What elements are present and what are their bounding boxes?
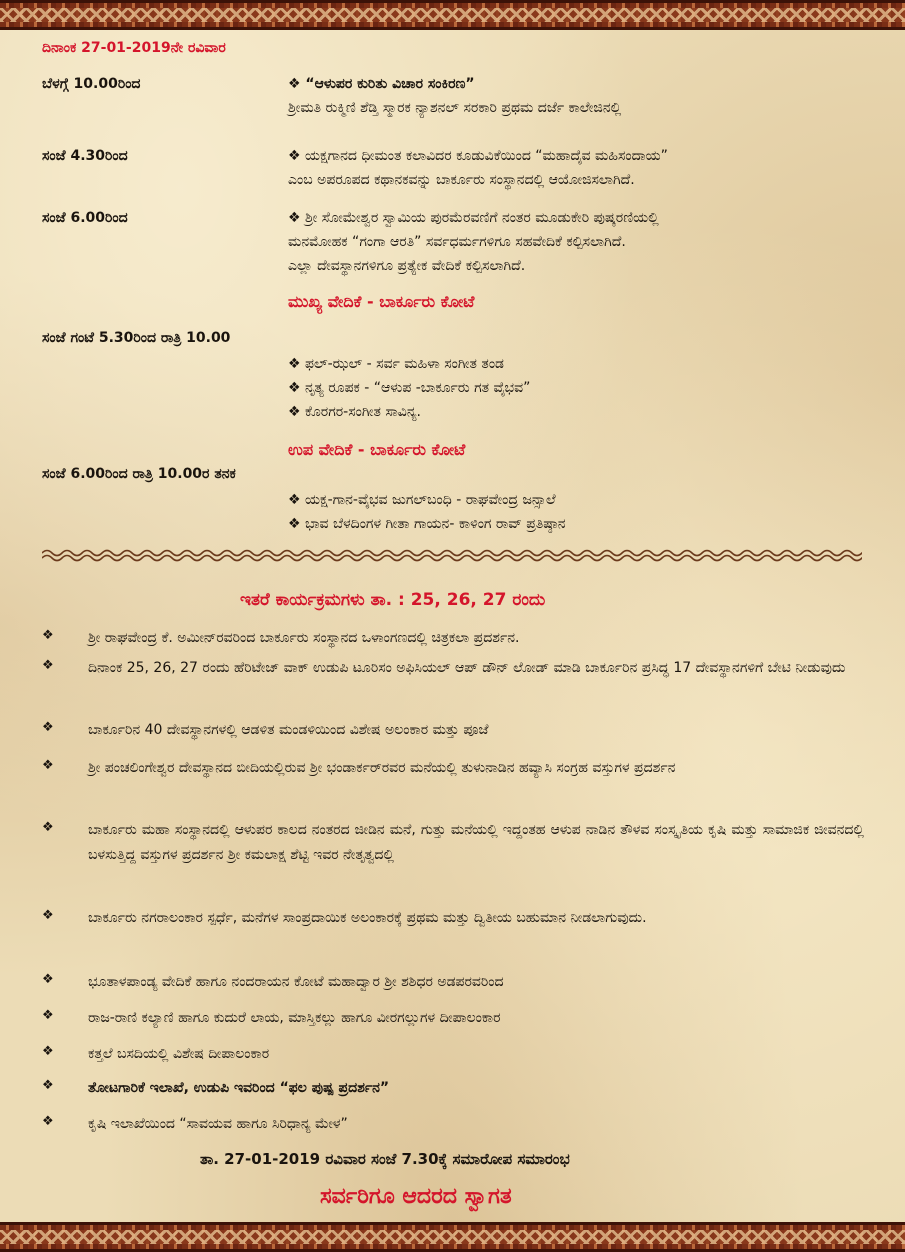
list-item-text: ಕತ್ತಲೆ ಬಸದಿಯಲ್ಲಿ ವಿಶೇಷ ದೀಪಾಲಂಕಾರ — [88, 1046, 270, 1062]
list-item-text: ಬಾರ್ಕೂರು ಮಹಾ ಸಂಸ್ಥಾನದಲ್ಲಿ ಆಳುಪರ ಕಾಲದ ನಂತರದ ಜೀಡಿನ ಮನೆ, ಗುತ್ತು ಮನೆಯಲ್ಲಿ ಇದ್ದಂತಹ ಆಳುಪ ನಾಡಿನ ತೌಳವ ಸಂಸ್ಕೃತಿಯ ಕೃಷಿ ಮತ್ತು ಸಾಮಾಜಿಕ ಜೀವನದಲ್ಲಿ ಬಳಸುತ್ತಿದ್ದ ವಸ್ತುಗಳ ಪ್ರದರ್ಶನ ಶ್ರೀ ಕಮಲಾಕ್ಷ ಶೆಟ್ಟಿ ಇವರ ನೇತೃತ್ವದಲ್ಲಿ — [88, 822, 864, 863]
other-programs-title: ಇತರೆ ಕಾರ್ಯಕ್ರಮಗಳು ತಾ. : 25, 26, 27 ರಂದು — [240, 590, 546, 610]
schedule-line: ಮನಮೋಹಕ “ಗಂಗಾ ಆರತಿ” ಸರ್ವಧರ್ಮಗಳಿಗೂ ಸಹವೇದಿಕೆ ಕಲ್ಪಿಸಲಾಗಿದೆ. — [288, 234, 626, 250]
diamond-bullet-icon: ❖ — [42, 658, 54, 673]
schedule-line: ಎಲ್ಲಾ ದೇವಸ್ಥಾನಗಳಿಗೂ ಪ್ರತ್ಯೇಕ ವೇದಿಕೆ ಕಲ್ಪಿಸಲಾಗಿದೆ. — [288, 258, 526, 274]
schedule-time: ಬೆಳಗ್ಗೆ 10.00ರಿಂದ — [42, 76, 141, 92]
closing-ceremony-line: ತಾ. 27-01-2019 ರವಿವಾರ ಸಂಜೆ 7.30ಕ್ಕೆ ಸಮಾರೋಪ ಸಮಾರಂಭ — [200, 1150, 570, 1168]
main-stage-time: ಸಂಜೆ ಗಂಟೆ 5.30ರಿಂದ ರಾತ್ರಿ 10.00 — [42, 330, 231, 346]
list-item-text: ಬಾರ್ಕೂರು ನಗರಾಲಂಕಾರ ಸ್ಪರ್ಧೆ, ಮನೆಗಳ ಸಾಂಪ್ರದಾಯಿಕ ಅಲಂಕಾರಕ್ಕೆ ಪ್ರಥಮ ಮತ್ತು ದ್ವಿತೀಯ ಬಹುಮಾನ ನೀಡಲಾಗುವುದು. — [88, 910, 647, 926]
diamond-bullet-icon: ❖ — [42, 1114, 54, 1129]
schedule-line: ಶ್ರೀಮತಿ ರುಕ್ಮಿಣಿ ಶೆಡ್ತಿ ಸ್ಮಾರಕ ನ್ಯಾಶನಲ್ ಸರಕಾರಿ ಪ್ರಥಮ ದರ್ಜೆ ಕಾಲೇಜಿನಲ್ಲಿ — [288, 100, 622, 116]
diamond-bullet-icon: ❖ — [42, 758, 54, 773]
decorative-border-bottom — [0, 1222, 905, 1252]
schedule-line: ❖ “ಆಳುಪರ ಕುರಿತು ವಿಚಾರ ಸಂಕಿರಣ” — [288, 76, 475, 92]
diamond-bullet-icon: ❖ — [42, 820, 54, 835]
schedule-line: ❖ ಶ್ರೀ ಸೋಮೇಶ್ವರ ಸ್ವಾಮಿಯ ಪುರಮೆರವಣಿಗೆ ನಂತರ ಮೂಡುಕೇರಿ ಪುಷ್ಕರಣಿಯಲ್ಲಿ — [288, 210, 659, 226]
diamond-bullet-icon: ❖ — [42, 1078, 54, 1093]
main-stage-item: ❖ ನೃತ್ಯ ರೂಪಕ - “ಆಳುಪ -ಬಾರ್ಕೂರು ಗತ ವೈಭವ” — [288, 380, 531, 396]
wavy-divider — [42, 548, 862, 562]
main-stage-title: ಮುಖ್ಯ ವೇದಿಕೆ - ಬಾರ್ಕೂರು ಕೋಟೆ — [288, 292, 475, 311]
list-item-text: ಬಾರ್ಕೂರಿನ 40 ದೇವಸ್ಥಾನಗಳಲ್ಲಿ ಆಡಳಿತ ಮಂಡಳಿಯಿಂದ ವಿಶೇಷ ಅಲಂಕಾರ ಮತ್ತು ಪೂಜೆ — [88, 722, 489, 738]
schedule-line: ❖ ಯಕ್ಷಗಾನದ ಧೀಮಂತ ಕಲಾವಿದರ ಕೂಡುವಿಕೆಯಿಂದ “ಮಹಾದೈವ ಮಹಿಸಂದಾಯ” — [288, 148, 668, 164]
diamond-bullet-icon: ❖ — [42, 720, 54, 735]
diamond-bullet-icon: ❖ — [42, 628, 54, 643]
sub-stage-time: ಸಂಜೆ 6.00ರಿಂದ ರಾತ್ರಿ 10.00ರ ತನಕ — [42, 466, 236, 482]
main-stage-item: ❖ ಕೊರಗರ-ಸಂಗೀತ ಸಾವಿನ್ಯ. — [288, 404, 421, 420]
welcome-message: ಸರ್ವರಿಗೂ ಆದರದ ಸ್ವಾಗತ — [320, 1184, 512, 1209]
date-heading: ದಿನಾಂಕ 27-01-2019ನೇ ರವಿವಾರ — [42, 40, 226, 56]
schedule-time: ಸಂಜೆ 6.00ರಿಂದ — [42, 210, 128, 226]
diamond-bullet-icon: ❖ — [42, 1008, 54, 1023]
decorative-border-top — [0, 0, 905, 30]
list-item-text: ತೋಟಗಾರಿಕೆ ಇಲಾಖೆ, ಉಡುಪಿ ಇವರಿಂದ “ಫಲ ಪುಷ್ಪ ಪ್ರದರ್ಶನ” — [88, 1080, 390, 1096]
list-item-text: ಶ್ರೀ ಪಂಚಲಿಂಗೇಶ್ವರ ದೇವಸ್ಥಾನದ ಬೀದಿಯಲ್ಲಿರುವ ಶ್ರೀ ಭಂಡಾರ್ಕರ್‌ರವರ ಮನೆಯಲ್ಲಿ ತುಳುನಾಡಿನ ಹವ್ಯಾಸಿ ಸಂಗ್ರಹ ವಸ್ತುಗಳ ಪ್ರದರ್ಶನ — [88, 760, 676, 776]
list-item-text: ಭೂತಾಳಪಾಂಡ್ಯ ವೇದಿಕೆ ಹಾಗೂ ನಂದರಾಯನ ಕೋಟೆ ಮಹಾದ್ವಾರ ಶ್ರೀ ಶಶಿಧರ ಅಡಪರವರಿಂದ — [88, 974, 504, 990]
diamond-bullet-icon: ❖ — [42, 972, 54, 987]
schedule-line: ಎಂಬ ಅಪರೂಪದ ಕಥಾನಕವನ್ನು ಬಾರ್ಕೂರು ಸಂಸ್ಥಾನದಲ್ಲಿ ಆಯೋಜಿಸಲಾಗಿದೆ. — [288, 172, 635, 188]
list-item-text: ರಾಜ-ರಾಣಿ ಕಲ್ಯಾಣಿ ಹಾಗೂ ಕುದುರೆ ಲಾಯ, ಮಾಸ್ತಿಕಲ್ಲು ಹಾಗೂ ವೀರಗಲ್ಲುಗಳ ದೀಪಾಲಂಕಾರ — [88, 1010, 501, 1026]
sub-stage-title: ಉಪ ವೇದಿಕೆ - ಬಾರ್ಕೂರು ಕೋಟೆ — [288, 440, 466, 459]
main-stage-item: ❖ ಫಲ್-ಝಲ್ - ಸರ್ವ ಮಹಿಳಾ ಸಂಗೀತ ತಂಡ — [288, 356, 504, 372]
list-item-text: ಶ್ರೀ ರಾಘವೇಂದ್ರ ಕೆ. ಅಮೀನ್‌ರವರಿಂದ ಬಾರ್ಕೂರು ಸಂಸ್ಥಾನದ ಒಳಾಂಗಣದಲ್ಲಿ ಚಿತ್ರಕಲಾ ಪ್ರದರ್ಶನ. — [88, 630, 520, 646]
list-item-text: ಕೃಷಿ ಇಲಾಖೆಯಿಂದ “ಸಾವಯವ ಹಾಗೂ ಸಿರಿಧಾನ್ಯ ಮೇಳ” — [88, 1116, 348, 1132]
diamond-bullet-icon: ❖ — [42, 1044, 54, 1059]
schedule-time: ಸಂಜೆ 4.30ರಿಂದ — [42, 148, 128, 164]
diamond-bullet-icon: ❖ — [42, 908, 54, 923]
sub-stage-item: ❖ ಭಾವ ಬೆಳದಿಂಗಳ ಗೀತಾ ಗಾಯನ- ಕಾಳಿಂಗ ರಾವ್ ಪ್ರತಿಷ್ಠಾನ — [288, 516, 566, 532]
list-item-text: ದಿನಾಂಕ 25, 26, 27 ರಂದು ಹೆರಿಟೇಜ್ ವಾಕ್ ಉಡುಪಿ ಟೂರಿಸಂ ಅಫಿಸಿಯಲ್ ಆಪ್ ಡೌನ್ ಲೋಡ್ ಮಾಡಿ ಬಾರ್ಕೂರಿನ ಪ್ರಸಿದ್ಧ 17 ದೇವಸ್ಥಾನಗಳಿಗೆ ಬೇಟಿ ನೀಡುವುದು — [88, 660, 846, 676]
sub-stage-item: ❖ ಯಕ್ಷ-ಗಾನ-ವೈಭವ ಜುಗಲ್‌ಬಂಧಿ - ರಾಘವೇಂದ್ರ ಜನ್ಸಾಲೆ — [288, 492, 556, 508]
